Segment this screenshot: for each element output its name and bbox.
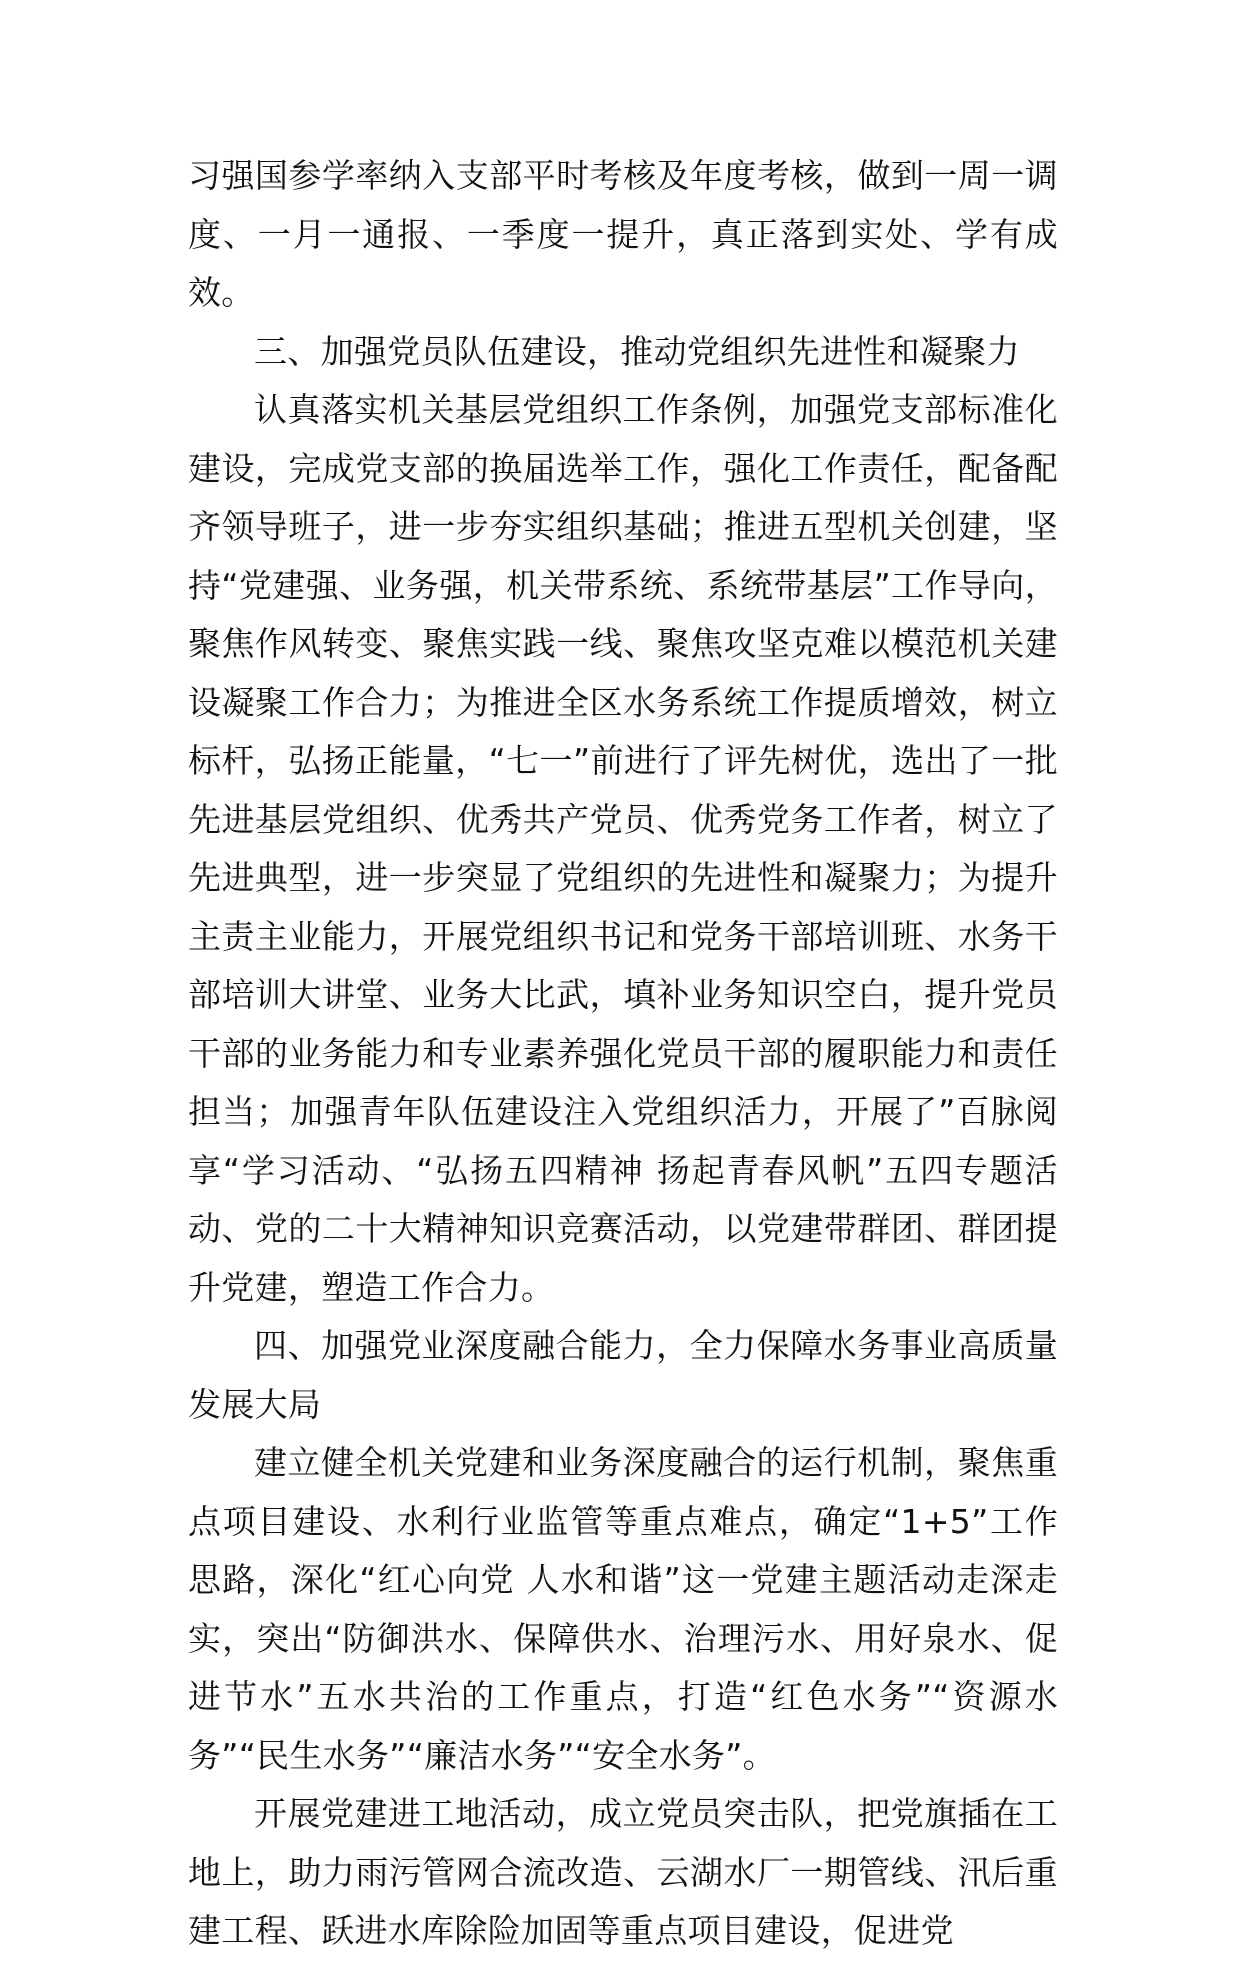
paragraph-construction-site-activity: 开展党建进工地活动，成立党员突击队，把党旗插在工地上，助力雨污管网合流改造、云湖水厂一期管线、汛后重建工程、跃进水库除险加固等重点项目建设，促进党: [188, 1794, 1058, 1950]
document-body: [188, 147, 1058, 1961]
paragraph-continuation: 习强国参学率纳入支部平时考核及年度考核，做到一周一调度、一月一通报、一季度一提升，真正落到实处、学有成效。: [188, 156, 1058, 312]
paragraph-integration-mechanism: 建立健全机关党建和业务深度融合的运行机制，聚焦重点项目建设、水利行业监管等重点难点，确定“1+5”工作思路，深化“红心向党 人水和谐”这一党建主题活动走深走实，突出“防御洪水、保障供水、治理污水、用好泉水、促进节水”五水共治的工作重点，打造“红色水务”“资源水务”“民生水务”“廉洁水务”“安全水务”。: [188, 1443, 1058, 1775]
section-heading-four: 四、加强党业深度融合能力，全力保障水务事业高质量发展大局: [188, 1326, 1058, 1424]
section-heading-three: 三、加强党员队伍建设，推动党组织先进性和凝聚力: [254, 331, 1020, 371]
paragraph-party-team-building: 认真落实机关基层党组织工作条例，加强党支部标准化建设，完成党支部的换届选举工作，强化工作责任，配备配齐领导班子，进一步夯实组织基础；推进五型机关创建，坚持“党建强、业务强，机关带系统、系统带基层”工作导向，聚焦作风转变、聚焦实践一线、聚焦攻坚克难以模范机关建设凝聚工作合力；为推进全区水务系统工作提质增效，树立标杆，弘扬正能量，“七一”前进行了评先树优，选出了一批先进基层党组织、优秀共产党员、优秀党务工作者，树立了先进典型，进一步突显了党组织的先进性和凝聚力；为提升主责主业能力，开展党组织书记和党务干部培训班、水务干部培训大讲堂、业务大比武，填补业务知识空白，提升党员干部的业务能力和专业素养强化党员干部的履职能力和责任担当；加强青年队伍建设注入党组织活力，开展了”百脉阅享“学习活动、“弘扬五四精神 扬起青春风帆”五四专题活动、党的二十大精神知识竞赛活动，以党建带群团、群团提升党建，塑造工作合力。: [188, 390, 1058, 1307]
